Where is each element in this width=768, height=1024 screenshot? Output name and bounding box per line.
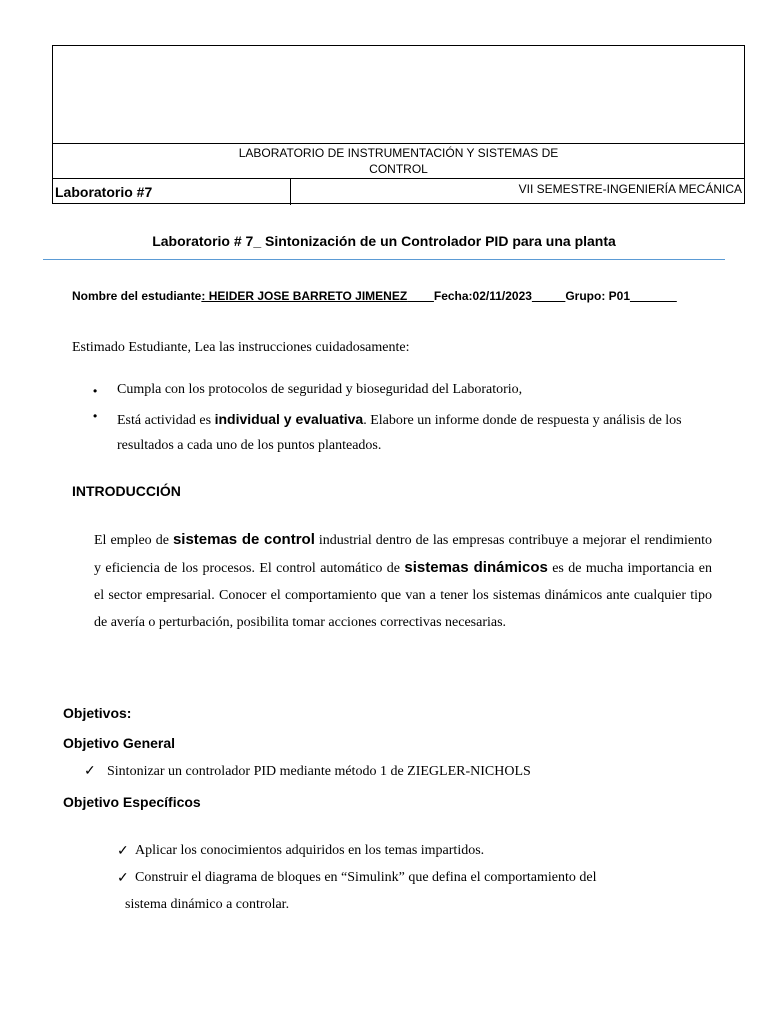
- student-name-value: : HEIDER JOSE BARRETO JIMENEZ: [201, 289, 408, 303]
- header-lab-number: Laboratorio #7: [53, 179, 291, 205]
- greeting-text: Estimado Estudiante, Lea las instrucciones cuidadosamente:: [72, 340, 410, 355]
- document-title: Laboratorio # 7_ Sintonización de un Controlador PID para una planta: [152, 233, 616, 249]
- check-icon: ✓: [84, 762, 96, 778]
- student-info-line: [72, 289, 677, 303]
- bullet-2-post: . Elabore un informe donde de respuesta y análisis de los resultados a cada uno de los puntos planteados.: [117, 413, 682, 453]
- specific-objective-1: Aplicar los conocimientos adquiridos en los temas impartidos.: [135, 843, 485, 858]
- title-divider: [43, 259, 725, 260]
- date-fill: _____: [531, 289, 566, 303]
- objectives-heading: Objetivos:: [63, 705, 132, 721]
- header-semester: VII SEMESTRE-INGENIERÍA MECÁNICA: [518, 182, 742, 196]
- group-fill: _______: [630, 289, 677, 303]
- specific-objectives-heading: Objetivo Específicos: [63, 794, 201, 810]
- intro-bold-1: sistemas de control: [172, 531, 315, 548]
- general-objective-heading: Objetivo General: [63, 735, 176, 751]
- bullet-2-bold: individual y evaluativa: [214, 411, 364, 427]
- date-label: Fecha:02/11/2023: [433, 289, 532, 303]
- bullet-2-pre: Está actividad es: [117, 413, 215, 428]
- specific-objective-2-continued: sistema dinámico a controlar.: [125, 897, 290, 912]
- header-table: [52, 45, 745, 204]
- specific-objective-2: Construir el diagrama de bloques en “Simulink” que defina el comportamiento del: [135, 870, 597, 885]
- intro-text-1: El empleo de: [94, 533, 173, 548]
- bullet-dot: •: [93, 384, 98, 398]
- group-label: Grupo: P01: [565, 289, 631, 303]
- general-objective-item: Sintonizar un controlador PID mediante método 1 de ZIEGLER-NICHOLS: [107, 764, 531, 779]
- intro-text-2: industrial dentro de las empresas contribuye a mejorar el rendimiento y eficiencia de los procesos. El control automático de: [94, 533, 712, 576]
- header-title-line1: LABORATORIO DE INSTRUMENTACIÓN Y SISTEMAS DE: [238, 146, 559, 160]
- intro-text-3: es de mucha importancia en el sector empresarial. Conocer el comportamiento que van a tener los sistemas dinámicos ante cualquier tipo de avería o perturbación, posibilita tomar acciones correctivas necesarias.: [94, 561, 712, 630]
- header-title-cell: [53, 143, 744, 179]
- bullet-item-1: Cumpla con los protocolos de seguridad y bioseguridad del Laboratorio,: [117, 382, 523, 397]
- intro-heading: INTRODUCCIÓN: [72, 483, 181, 499]
- bullet-dot: •: [93, 409, 98, 423]
- intro-bold-2: sistemas dinámicos: [404, 559, 548, 576]
- intro-paragraph: [94, 526, 712, 636]
- bullet-item-2: [117, 407, 717, 458]
- check-icon: ✓: [117, 842, 129, 858]
- student-name-fill: ____: [407, 289, 434, 303]
- header-title-line2: CONTROL: [369, 162, 428, 176]
- header-logo-cell: [53, 46, 744, 144]
- student-name-label: Nombre del estudiante: [72, 289, 202, 303]
- check-icon: ✓: [117, 869, 129, 885]
